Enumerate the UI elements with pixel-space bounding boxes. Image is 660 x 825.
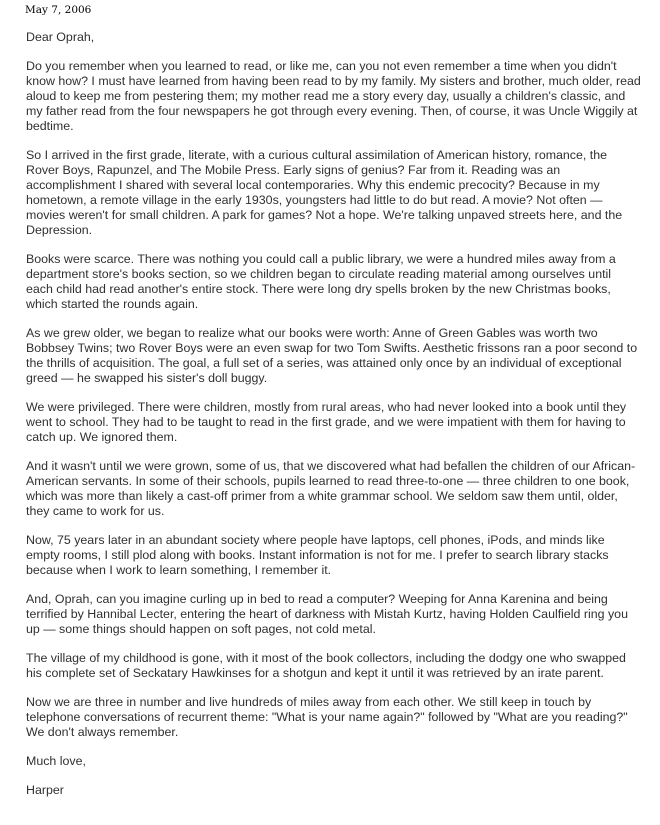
letter-body (26, 30, 641, 798)
paragraph-2: So I arrived in the first grade, literate, with a curious cultural assimilation of American history, romance, the Rover Boys, Rapunzel, and The Mobile Press. Early signs of genius? Far from it. Reading was an accomplishment I shared with several local contemporaries. Why this endemic precocity? Because in my hometown, a remote village in the early 1930s, youngsters had little to do but read. A movie? Not often — movies weren't for small children. A park for games? Not a hope. We're talking unpaved streets here, and the Depression. (26, 148, 623, 237)
paragraph-5: We were privileged. There were children, mostly from rural areas, who had never looked into a book until they went to school. They had to be taught to read in the first grade, and we were impatient with them for having to catch up. We ignored them. (26, 400, 627, 444)
salutation: Dear Oprah, (26, 30, 95, 44)
paragraph-7: Now, 75 years later in an abundant society where people have laptops, cell phones, iPods, and minds like empty rooms, I still plod along with books. Instant information is not for me. I prefer to search library stacks because when I work to learn something, I remember it. (26, 533, 609, 577)
paragraph-1: Do you remember when you learned to read, or like me, can you not even remember a time when you didn't know how? I must have learned from having been read to by my family. My sisters and brother, much older, read aloud to keep me from pestering them; my mother read me a story every day, usually a children's classic, and my father read from the four newspapers he got through every evening. Then, of course, it was Uncle Wiggily at bedtime. (26, 59, 641, 133)
letter-page (26, 4, 641, 812)
paragraph-4: As we grew older, we began to realize what our books were worth: Anne of Green Gables was worth two Bobbsey Twins; two Rover Boys were an even swap for two Tom Swifts. Aesthetic frissons ran a poor second to the thrills of acquisition. The goal, a full set of a series, was attained only once by an individual of exceptional greed — he swapped his sister's doll buggy. (26, 326, 638, 385)
paragraph-8: And, Oprah, can you imagine curling up in bed to read a computer? Weeping for Anna Karenina and being terrified by Hannibal Lecter, entering the heart of darkness with Mistah Kurtz, having Holden Caulfield ring you up — some things should happen on soft pages, not cold metal. (26, 592, 628, 636)
paragraph-3: Books were scarce. There was nothing you could call a public library, we were a hundred miles away from a department store's books section, so we children began to circulate reading material among ourselves until each child had read another's entire stock. There were long dry spells broken by the new Christmas books, which started the rounds again. (26, 252, 616, 311)
signature: Harper (26, 783, 64, 797)
paragraph-9: The village of my childhood is gone, with it most of the book collectors, including the dodgy one who swapped his complete set of Seckatary Hawkinses for a shotgun and kept it until it was retrieved by an irate parent. (26, 651, 626, 680)
paragraph-10: Now we are three in number and live hundreds of miles away from each other. We still keep in touch by telephone conversations of recurrent theme: "What is your name again?" followed by "What are you reading?" We don't always remember. (26, 695, 628, 739)
closing: Much love, (26, 754, 86, 768)
letter-date: May 7, 2006 (25, 4, 92, 16)
paragraph-6: And it wasn't until we were grown, some of us, that we discovered what had befallen the children of our African-American servants. In some of their schools, pupils learned to read three-to-one — three children to one book, which was more than likely a cast-off primer from a white grammar school. We seldom saw them until, older, they came to work for us. (26, 459, 636, 518)
